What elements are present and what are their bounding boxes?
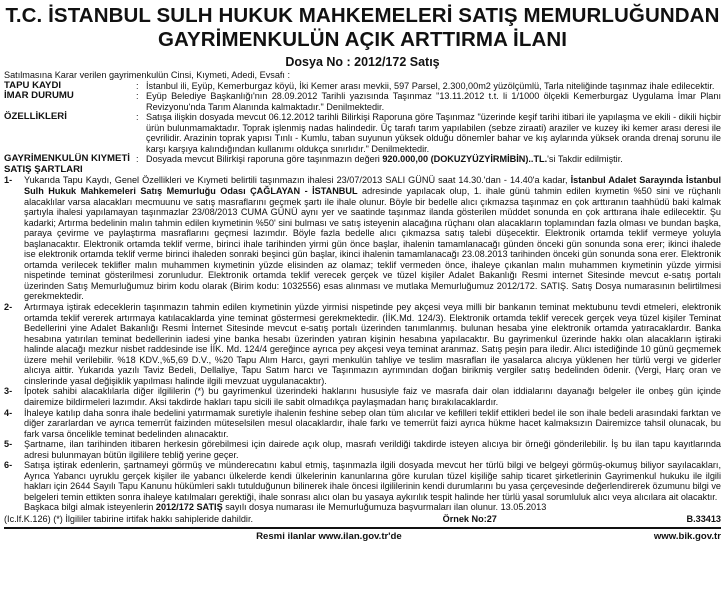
- condition-item-1: [4, 175, 721, 302]
- item-number: 4-: [4, 407, 13, 418]
- ozel-value: Satışa ilişkin dosyada mevcut 06.12.2012 tarihli Bilirkişi Raporuna göre Taşınmaz "üzerinde keşif tarihi itibari ile yapılaşma ve ekili - dikili hiçbir ürün bulunmamaktadır. Toprak işlenmiş nadas halindedir. Üç tarafı tarım yapılabilen (sebze ziraati) araziler ve kuzey iki kemer arası deresi ile çevrilidir. Arazinin toprak yapısı Tınlı - Kumlu, taban suyunun yüksek olduğu dönemler bahar ve kış aylarında yüksek oranda drenaj sorunu ile karşı karşıya kalındığından kullanımı oldukça sınırlıdır." Denilmektedir.: [146, 112, 721, 154]
- footer-bar: [4, 527, 721, 542]
- ozel-row: [4, 112, 721, 154]
- item-number: 2-: [4, 302, 13, 313]
- kiymet-label: GAYRİMENKULÜN KIYMETİ: [4, 153, 130, 165]
- closing-pre: Başkaca bilgi almak isteyenlerin: [24, 502, 156, 513]
- item-text: Satışa iştirak edenlerin, şartnameyi görmüş ve münderecatını kabul etmiş, taşınmazla ilgili dosyada mevcut her türlü bilgi ve belgeyi görmüş-okumuş biliyor sayılacakları, Ayrıca Yabancı uyruklu gerçek kişiler ile yabancı ülkelerde kendi ülkelerinin kanunlarına göre kurulan tüzel kişiliğe sahip ticaret şirketlerinin Gayrimenkul hukuku ile ilgili hakları için 2644 Sayılı Tapu Kanunu hükümleri saklı tutulduğunun bilinerek ihale öncesi ilgililerinin kendi durumlarını bu yasa çerçevesinde değerlendirerek özumunu bilgi ve belgeleri temin ettikten sonra ihaleye katılmaları gerektiği, ihale sonrası alıcı olan bu yasaya aykırılık tespit halinde her türlü yasal sorumluluk alıcı veya alıcılara ait olacaktır.: [24, 460, 721, 502]
- closing-line-2: [4, 514, 721, 525]
- item-number: 6-: [4, 460, 13, 471]
- closing-line: [4, 502, 721, 513]
- imar-label: İMAR DURUMU: [4, 90, 74, 102]
- item-number: 5-: [4, 439, 13, 450]
- footer-bik-url: www.bik.gov.tr: [653, 530, 721, 542]
- tapu-value: İstanbul ili, Eyüp, Kemerburgaz köyü, İki Kemer arası mevkii, 597 Parsel, 2.300,00m2 yüzölçümlü, Tarla niteliğinde taşınmaz ihale edilecektir.: [146, 80, 715, 91]
- closing-post: sayılı dosya numarası ile Memurluğumuza başvurmaları ilan olunur. 13.05.2013: [222, 502, 547, 513]
- kiymet-value: [146, 154, 721, 165]
- condition-item-2: [4, 302, 721, 386]
- item-text: Artırmaya iştirak edeceklerin taşınmazın tahmin edilen kıymetinin yüzde yirmisi nispetinde pey akçesi veya milli bir bankanın teminat mektubunu tevdi etmeleri, elektronik ortamda teklif vererek artırmaya katılacaklarda yine teminat göstermesi gerekmektedir. (İİK.Md. 124/3). Elektronik ortamda teklif verecek gerçek veya tüzel kişiler Teminat Bedellerini yine Adalet Bakanlığı Resmi İnternet Sitesinde mevcut e-satış portalı üzerinden tanımlanmış. bulunan hesaba yine elektronik ortamda yatıracaklardır. Banka hesabına yatırılan teminat bedellerinin iadesi yine banka hesabı üzerinden yatıran kişinin hesabına yapılacaktır. Bu gayrimenkul üzerinde hakkı olan alacakların iştiraki halinde alacağı mezkur nisbet raddesinde ise İİK. Md. 124/4 gereğince ayrıca pey akçesi veya teminat aranmaz. Satış peşin para iledir. Alıcı istediğinde 10 günü geçmemek üzere mehil verilebilir. %18 KDV.,%5,69 D.V., %20 Tapu Alım Harcı, gayri menkulün tahliye ve teslim masrafları ile yasalarca alıcıya yüklenen her türlü vergi ve giderler alıcıya aittir. Yukarıda yazılı Taviz Bedeli, Dellaliye, Tapu Satım harcı ve Taşınmazın ayrımından doğan birikmiş vergiler satış bedelinden ödenir. (Vergi, Harç oran ve cinslerinde yasal değişiklik yapılması halinde ilgili mevzuat uygulanacaktır).: [24, 302, 721, 386]
- footer-resmi-ilanlar: Resmi ilanlar www.ilan.gov.tr'de: [256, 530, 402, 542]
- colon: :: [136, 80, 139, 91]
- tapu-row: [4, 81, 721, 92]
- intro-line: Satılmasına Karar verilen gayrimenkulün Cinsi, Kıymeti, Adedi, Evsafı :: [4, 70, 291, 80]
- title-line-1: T.C. İSTANBUL SULH HUKUK MAHKEMELERİ SATIŞ MEMURLUĞUNDAN: [5, 4, 720, 27]
- kiymet-pre: Dosyada mevcut Bilirkişi raporuna göre taşınmazın değeri: [146, 154, 383, 165]
- imar-row: [4, 91, 721, 112]
- item-text-part: adresinde yapılacak olup, 1. ihale günü tahmin edilen kıymetin %50 sini ve rüçhanlı alacaklılar varsa alacakları mecmuunu ve satış masraflarını geçmek şartı ile ihale olunur. Böyle bir bedelle alıcı çıkmazsa taşınmaz en çok arttıranın taahhüdü baki kalmak şartıyla ihalesi yapılamayan taşınmazlar 23/08/2013 CUMA GÜNÜ aynı yer ve saatinde taşınmaz ilanda gösterilen müddet sonunda en çok arttırana ihale edilecektir. Şu kadarki; Artırma bedelinin malın tahmin edilen kıymetinin %50' sini bulması ve satış isteyenin alacağına rüçhanı olan alacakların toplamından fazla olması ve bundan başka, paraya çevirme ve paylaştırma masraflarını geçmesi lazımdır. Böyle fazla bedelle alıcı çıkmazsa satış talebi düşecektir. Elektronik ortamda teklif vermeye yoluyla başlanacaktır. Elektronik ortamda teklif verme, birinci ihale tarihinden yirmi gün önce başlar, ihalenin tamamlanacağı günden önceki gün sonunda sona erer; ikinci ihalede ise elektronik ortamda teklif verme birinci ihaleden sonraki beşinci gün başlar, ikinci ihalenin tamamlanacağı 23.08.2013 tarihinden önceki gün sonunda sona erer. Elektronik ortamda verilecek teklifler malın muhammen kıymetinin yüzde elisinden az olamaz; teklif vermeden önce, ihaleye çıkanlan malın muhammen kıymetinin yüzde yirmisi nispetinde teminat gösterilmesi zorunludur. Elektronik ortamda teklif verecek gerçek ve tüzel kişiler Adalet Bakanlığı Resmi internet Sitesinde mevcut e-satış portalı üzerinden Satış Memurluğumuz birim kodu olarak (Birim kodu: 1032556) esas alınması ve mutlaka Memurluğumuz 2012/172. SATIŞ. Satış Dosya numarasının belirtilmesi gerekmektedir.: [24, 186, 721, 302]
- irtifak-note: (Ic.lf.K.126) (*) İlgililer tabirine irtifak hakkı sahipleride dahildir.: [4, 513, 254, 524]
- condition-item-6: [4, 460, 721, 502]
- announcement-body: [4, 70, 721, 525]
- closing-dosya: 2012/172 SATIŞ: [155, 502, 223, 513]
- announcement-page: [4, 3, 721, 591]
- tapu-label: TAPU KAYDI: [4, 79, 62, 91]
- item-text: Şartname, ilan tarihinden itibaren herkesin görebilmesi için dairede açık olup, masrafı verildiği takdirde isteyen alıcıya bir örneği gönderilebilir. İş bu ilan tapu kayıtlarında adresi bulunmayan bütün ilgililere tebliğ yerine geçer.: [24, 439, 721, 460]
- item-text: [24, 175, 721, 302]
- closing-text: [4, 502, 546, 513]
- ornek-number: Örnek No:27: [442, 513, 497, 524]
- title-line-2: GAYRİMENKULÜN AÇIK ARTTIRMA İLANI: [157, 28, 568, 51]
- ozel-label: ÖZELLİKLERİ: [4, 111, 67, 123]
- sartlar-heading: SATIŞ ŞARTLARI: [4, 163, 83, 175]
- imar-value: Eyüp Belediye Başkanlığı'nın 28.09.2012 Tarihli yazısında Taşınmaz "13.11.2012 t.t. li 1/1000 ölçekli Kemerburgaz Uygulama İmar Planı Revizyonu'nda Tarım Alanında kalmaktadır." Denilmektedir.: [146, 91, 721, 112]
- kiymet-amount: 920.000,00 (DOKUZYÜZYİRMİBİN)..TL.: [382, 154, 548, 165]
- item-text-part: Yukarıda Tapu Kaydı, Genel Özellikleri ve Kıymeti belirtili taşınmazın ihalesi 23/07/2013 SALI GÜNÜ saat 14.30.'dan - 14.40'a kadar,: [24, 175, 571, 186]
- item-text: İhaleye katılıp daha sonra ihale bedelini yatırmamak suretiyle ihalenin feshine sebep olan tüm alıcılar ve kefilleri teklif ettikleri bedel ile son ihale bedeli arasındaki farktan ve diğer zararlardan ve ayrıca temerrüt faizinden müteselsilen mesul olacaklardır, ihale farkı ve temerrüt faizi ayrıca hükme hacet kalmaksızın Dairemizce tahsil olunacak, bu fark varsa öncelikle teminat bedelinden alınacaktır.: [24, 407, 721, 439]
- condition-item-4: [4, 408, 721, 440]
- kiymet-post: 'si Takdir edilmiştir.: [547, 154, 623, 165]
- item-number: 3-: [4, 386, 13, 397]
- kiymet-row: [4, 154, 721, 165]
- condition-item-3: [4, 386, 721, 407]
- condition-item-5: [4, 439, 721, 460]
- colon: :: [136, 112, 139, 123]
- colon: :: [136, 154, 139, 165]
- dosya-number: Dosya No : 2012/172 Satış: [285, 55, 440, 69]
- colon: :: [136, 91, 139, 102]
- ilan-code: B.33413: [686, 513, 721, 524]
- item-text: İpotek sahibi alacaklılarla diğer ilgililerin (*) bu gayrimenkul üzerindeki haklarını hususiyle faiz ve masrafa dair olan iddialarını dayanağı belgeler ile onbeş gün içinde dairemize bildirmeleri lazımdır. Aksi takdirde hakları tapu sicili ile sabit olmadıkça paylaşmadan harıç bırakılacaklardır.: [24, 386, 721, 407]
- item-number: 1-: [4, 175, 13, 186]
- item-text-bold: İstanbul Adalet Sarayında İstanbul Sulh Hukuk Mahkemeleri Satış Memurluğu Odası ÇAĞLAYAN - İSTANBUL: [24, 175, 721, 197]
